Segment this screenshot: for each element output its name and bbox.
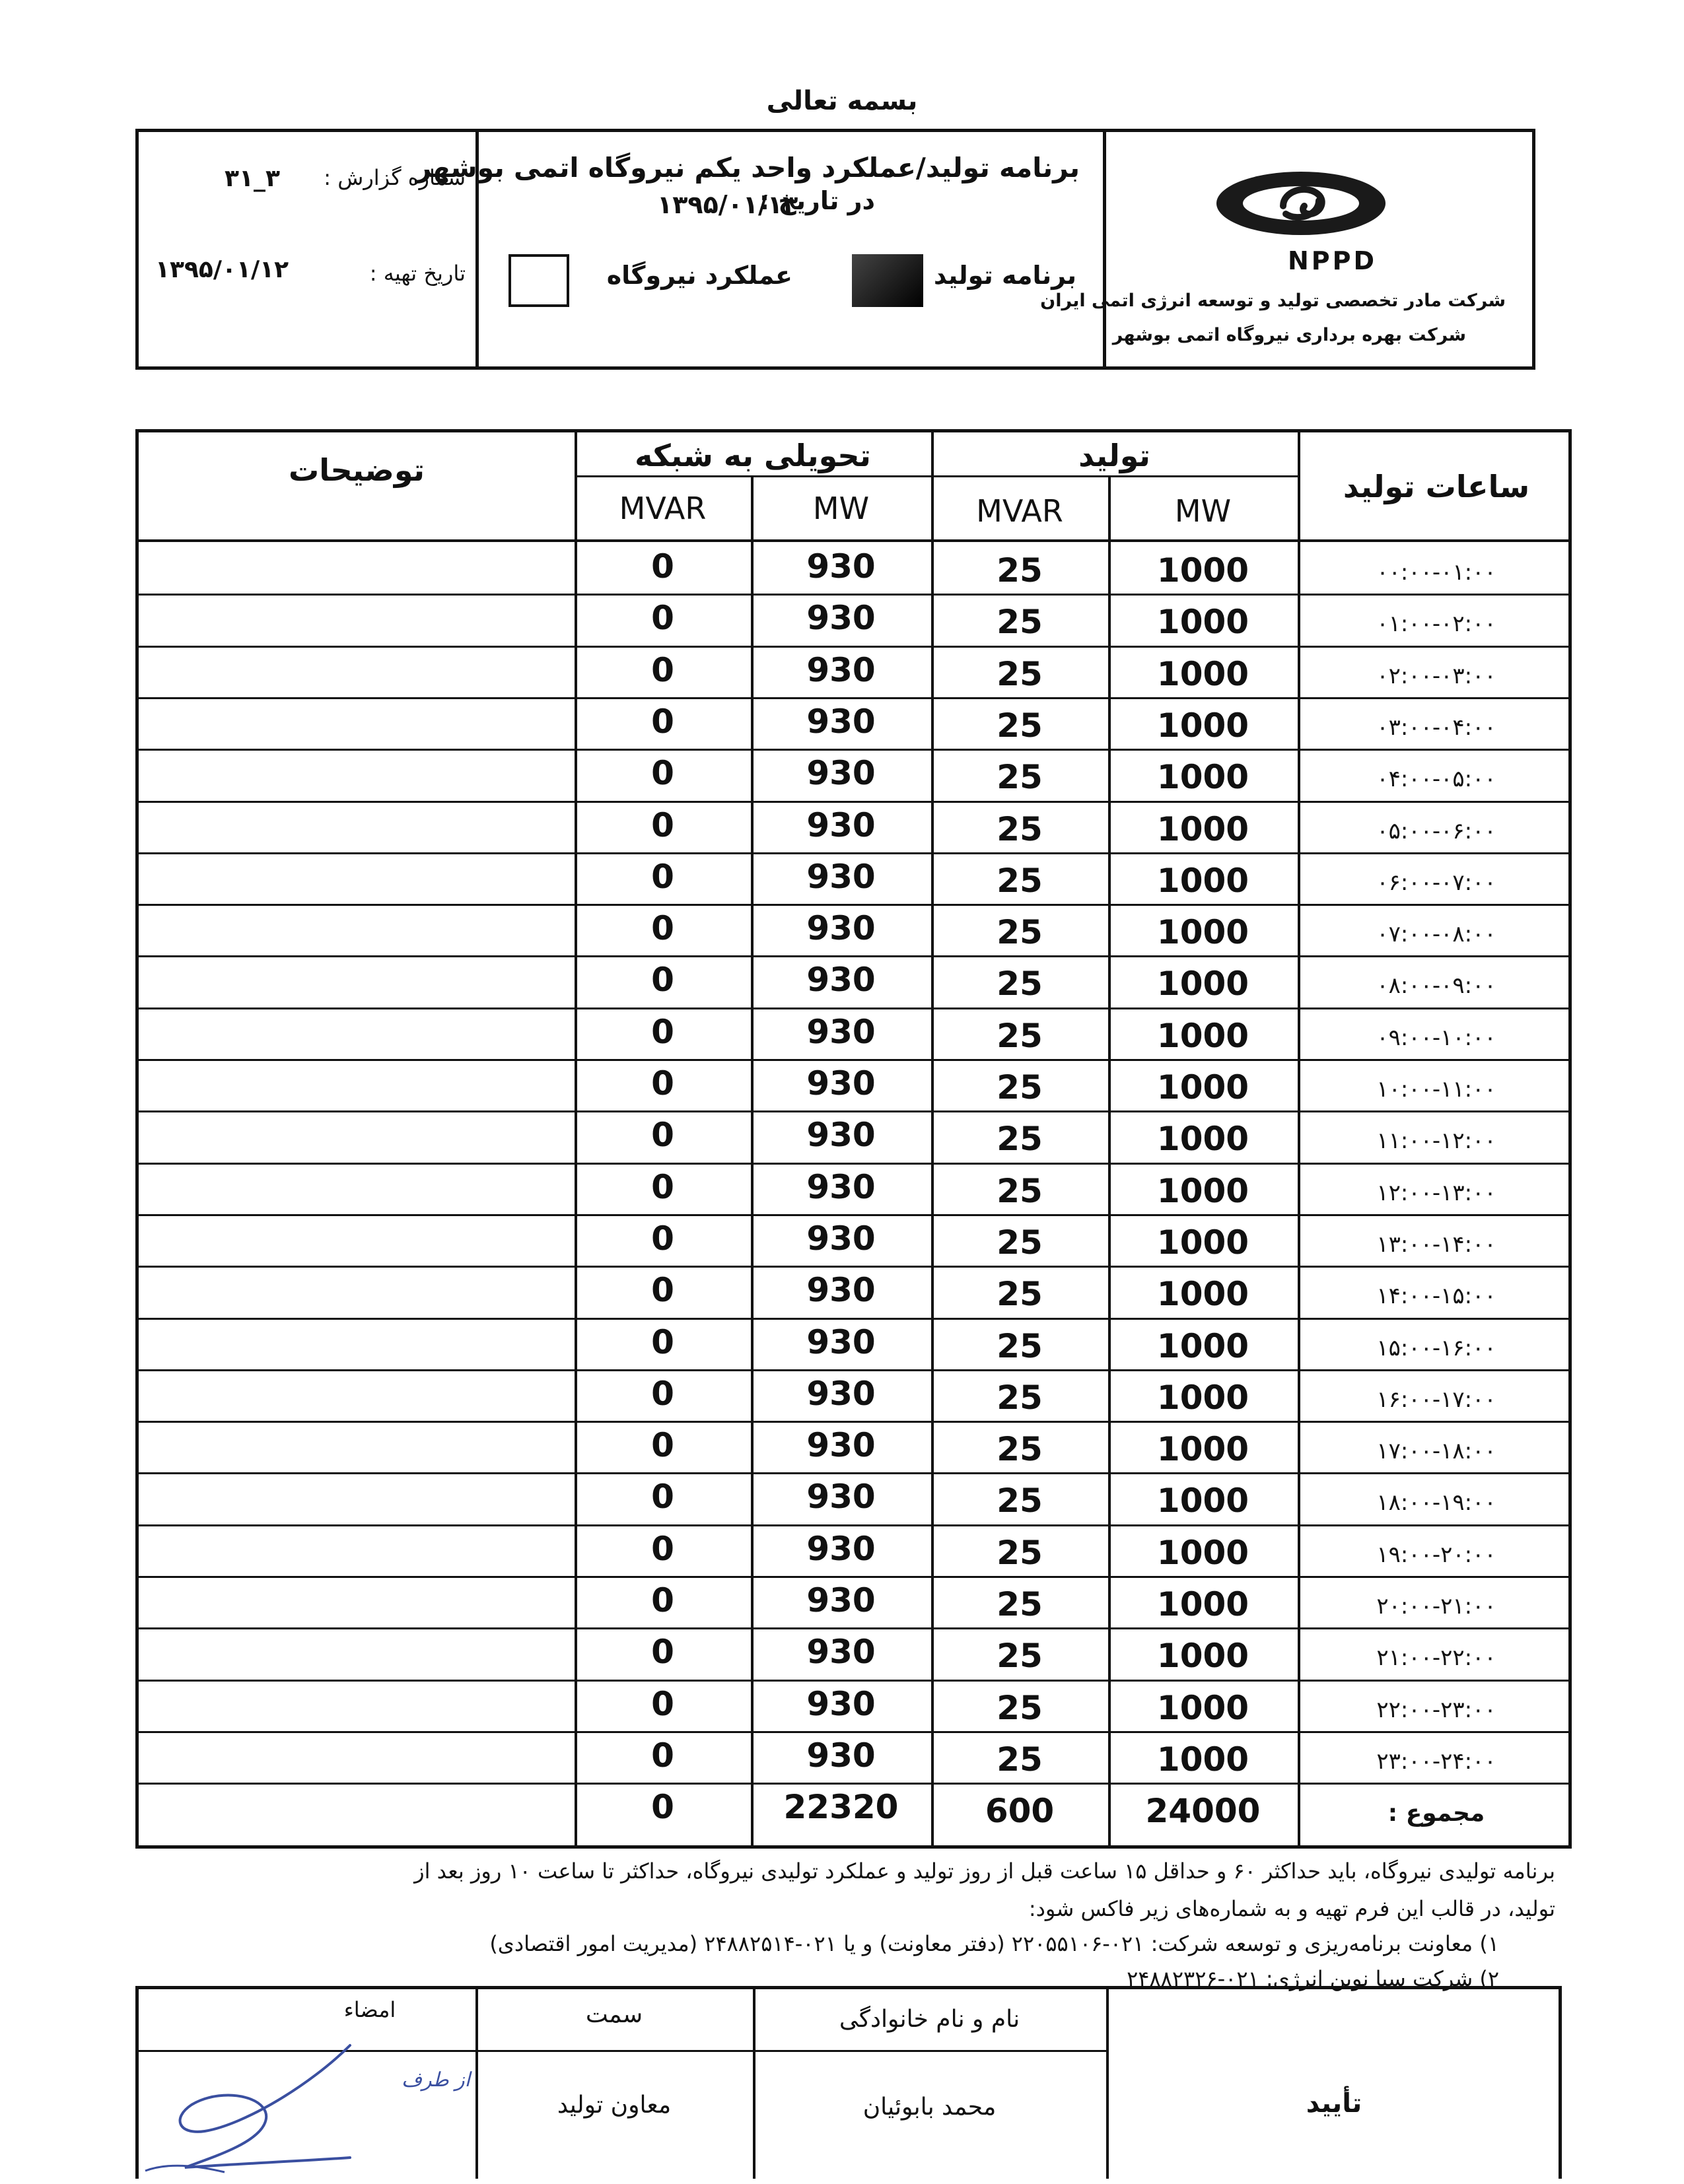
note-line-4: ۲) شرکت سبا نوین انرژی: ۰۲۱-۲۴۸۸۲۳۲۶: [1127, 1966, 1499, 1991]
cell-grid-mw: 930: [806, 1012, 876, 1051]
cell-prod-mvar: 25: [997, 1430, 1043, 1469]
row-divider: [139, 1524, 1568, 1526]
cell-grid-mw: 930: [806, 805, 876, 844]
cell-grid-mvar: 0: [651, 754, 674, 793]
row-divider: [139, 749, 1568, 751]
row-divider: [139, 1318, 1568, 1320]
cell-time: ۰۳:۰۰-۰۴:۰۰: [1376, 714, 1496, 741]
cell-prod-mw: 1000: [1156, 1533, 1249, 1572]
subhead-prod-mw: MW: [1174, 493, 1232, 529]
total-prod-mvar: 600: [985, 1792, 1055, 1831]
cell-grid-mvar: 0: [651, 1116, 674, 1155]
cell-prod-mvar: 25: [997, 1068, 1043, 1107]
cell-prod-mw: 1000: [1156, 809, 1249, 848]
date-label: در تاریخ :: [759, 186, 875, 215]
cell-time: ۰۲:۰۰-۰۳:۰۰: [1376, 662, 1496, 689]
cell-grid-mvar: 0: [651, 1426, 674, 1465]
subhead-grid-mw: MW: [812, 491, 870, 526]
row-divider: [139, 1472, 1568, 1474]
col-head-production: تولید: [1078, 438, 1150, 473]
cell-prod-mw: 1000: [1156, 1482, 1249, 1520]
row-divider: [139, 594, 1568, 596]
row-divider: [139, 1576, 1568, 1578]
cell-grid-mvar: 0: [651, 547, 674, 586]
cell-time: ۱۱:۰۰-۱۲:۰۰: [1376, 1128, 1496, 1155]
cell-prod-mw: 1000: [1156, 758, 1249, 797]
cell-prod-mvar: 25: [997, 1378, 1043, 1417]
cell-grid-mw: 930: [806, 961, 876, 1000]
cell-grid-mvar: 0: [651, 650, 674, 689]
cell-time: ۲۲:۰۰-۲۳:۰۰: [1376, 1696, 1496, 1723]
logo-text: NPPD: [1288, 246, 1378, 275]
row-divider: [139, 1680, 1568, 1682]
cell-grid-mvar: 0: [651, 1167, 674, 1206]
cell-grid-mvar: 0: [651, 1478, 674, 1517]
legend-program-label: برنامه تولید: [933, 261, 1076, 290]
row-divider: [139, 1783, 1568, 1785]
cell-grid-mw: 930: [806, 1478, 876, 1517]
cell-prod-mw: 1000: [1156, 1275, 1249, 1314]
cell-time: ۰۹:۰۰-۱۰:۰۰: [1376, 1024, 1496, 1051]
cell-prod-mvar: 25: [997, 603, 1043, 642]
cell-prod-mvar: 25: [997, 809, 1043, 848]
cell-prod-mvar: 25: [997, 1016, 1043, 1055]
cell-prod-mw: 1000: [1156, 1223, 1249, 1262]
cell-time: ۰۶:۰۰-۰۷:۰۰: [1376, 869, 1496, 896]
cell-prod-mvar: 25: [997, 654, 1043, 693]
cell-prod-mw: 1000: [1156, 1068, 1249, 1107]
signature-table: [135, 1986, 1562, 2179]
report-header-box: [135, 129, 1535, 370]
cell-prod-mw: 1000: [1156, 603, 1249, 642]
row-divider: [139, 852, 1568, 854]
col-head-notes: توضیحات: [289, 452, 425, 488]
cell-time: ۰۴:۰۰-۰۵:۰۰: [1376, 766, 1496, 793]
note-line-2: تولید، در قالب این فرم تهیه و به شماره‌های زیر فاکس شود:: [1028, 1896, 1555, 1921]
subhead-prod-mvar: MVAR: [976, 493, 1063, 529]
cell-prod-mw: 1000: [1156, 965, 1249, 1004]
cell-grid-mvar: 0: [651, 1271, 674, 1310]
date-value: ۱۳۹۵/۰۱/۱۳: [657, 190, 798, 219]
cell-grid-mw: 930: [806, 650, 876, 689]
col-head-hours: ساعات تولید: [1343, 469, 1530, 504]
cell-time: ۱۷:۰۰-۱۸:۰۰: [1376, 1438, 1496, 1465]
cell-grid-mvar: 0: [651, 909, 674, 948]
cell-grid-mvar: 0: [651, 961, 674, 1000]
cell-grid-mvar: 0: [651, 702, 674, 741]
cell-time: ۱۳:۰۰-۱۴:۰۰: [1376, 1231, 1496, 1258]
cell-prod-mw: 1000: [1156, 1120, 1249, 1159]
cell-grid-mvar: 0: [651, 1012, 674, 1051]
cell-prod-mvar: 25: [997, 1275, 1043, 1314]
cell-grid-mvar: 0: [651, 1633, 674, 1672]
cell-prod-mw: 1000: [1156, 1585, 1249, 1623]
cell-prod-mw: 1000: [1156, 861, 1249, 900]
production-table: [135, 429, 1572, 1849]
cell-time: ۰۷:۰۰-۰۸:۰۰: [1376, 921, 1496, 948]
cell-prod-mw: 1000: [1156, 1430, 1249, 1469]
cell-prod-mvar: 25: [997, 1171, 1043, 1210]
cell-grid-mvar: 0: [651, 1736, 674, 1775]
cell-time: ۲۳:۰۰-۲۴:۰۰: [1376, 1748, 1496, 1775]
cell-grid-mw: 930: [806, 1167, 876, 1206]
cell-prod-mvar: 25: [997, 1120, 1043, 1159]
cell-prod-mw: 1000: [1156, 913, 1249, 952]
cell-grid-mvar: 0: [651, 805, 674, 844]
name-value: محمد بابوئیان: [862, 2094, 997, 2121]
total-prod-mw: 24000: [1145, 1792, 1261, 1831]
cell-prod-mw: 1000: [1156, 1016, 1249, 1055]
row-divider: [139, 1627, 1568, 1629]
legend-performance-label: عملکرد نیروگاه: [606, 261, 792, 290]
bismillah-heading: بسمه تعالی: [766, 86, 918, 116]
position-label: سمت: [585, 2001, 643, 2028]
cell-grid-mw: 930: [806, 857, 876, 896]
cell-grid-mw: 930: [806, 1064, 876, 1103]
row-divider: [139, 1421, 1568, 1423]
nppd-logo-icon: [1205, 165, 1423, 251]
cell-prod-mvar: 25: [997, 1326, 1043, 1365]
cell-grid-mvar: 0: [651, 1374, 674, 1413]
cell-prod-mw: 1000: [1156, 1171, 1249, 1210]
cell-grid-mw: 930: [806, 1736, 876, 1775]
cell-grid-mw: 930: [806, 599, 876, 638]
cell-prod-mvar: 25: [997, 1688, 1043, 1727]
header-divider: [1103, 132, 1106, 366]
sig-divider: [1106, 1989, 1109, 2179]
note-line-3: ۱) معاونت برنامه‌ریزی و توسعه شرکت: ۰۲۱-۲۲۰۵۵۱۰۶ (دفتر معاونت) و یا ۰۲۱-۲۴۸۸۲۵۱۴ (مدیریت امور اقتصادی): [489, 1931, 1499, 1956]
cell-grid-mvar: 0: [651, 857, 674, 896]
cell-grid-mw: 930: [806, 1633, 876, 1672]
row-divider: [139, 1163, 1568, 1165]
cell-grid-mw: 930: [806, 754, 876, 793]
cell-time: ۲۱:۰۰-۲۲:۰۰: [1376, 1645, 1496, 1672]
cell-prod-mvar: 25: [997, 913, 1043, 952]
cell-prod-mw: 1000: [1156, 1378, 1249, 1417]
cell-prod-mvar: 25: [997, 1740, 1043, 1779]
cell-prod-mvar: 25: [997, 758, 1043, 797]
handwritten-note: از طرف: [402, 2068, 470, 2092]
row-divider: [139, 1266, 1568, 1268]
cell-time: ۱۴:۰۰-۱۵:۰۰: [1376, 1283, 1496, 1310]
company-name-line2: شرکت بهره برداری نیروگاه اتمی بوشهر: [1112, 325, 1466, 345]
cell-time: ۲۰:۰۰-۲۱:۰۰: [1376, 1593, 1496, 1620]
cell-time: ۱۵:۰۰-۱۶:۰۰: [1376, 1334, 1496, 1361]
position-value: معاون تولید: [557, 2092, 672, 2119]
cell-prod-mw: 1000: [1156, 654, 1249, 693]
note-line-1: برنامه تولیدی نیروگاه، باید حداکثر ۶۰ و حداقل ۱۵ ساعت قبل از روز تولید و عملکرد تولیدی نیروگاه، حداکثر تا ساعت ۱۰ روز بعد از: [414, 1859, 1555, 1884]
cell-time: ۱۶:۰۰-۱۷:۰۰: [1376, 1386, 1496, 1413]
cell-grid-mvar: 0: [651, 1529, 674, 1568]
cell-grid-mw: 930: [806, 1581, 876, 1620]
cell-prod-mvar: 25: [997, 1637, 1043, 1676]
legend-performance-swatch: [509, 254, 569, 307]
cell-grid-mvar: 0: [651, 1064, 674, 1103]
cell-grid-mw: 930: [806, 702, 876, 741]
cell-grid-mw: 930: [806, 1322, 876, 1361]
report-number-label: شماره گزارش :: [324, 165, 466, 190]
cell-prod-mvar: 25: [997, 965, 1043, 1004]
row-divider: [139, 1007, 1568, 1009]
total-grid-mvar: 0: [651, 1788, 674, 1827]
cell-prod-mvar: 25: [997, 551, 1043, 590]
total-grid-mw: 22320: [783, 1788, 899, 1827]
legend-program-swatch: [852, 254, 923, 307]
cell-time: ۰۰:۰۰-۰۱:۰۰: [1376, 559, 1496, 586]
cell-grid-mvar: 0: [651, 599, 674, 638]
cell-grid-mvar: 0: [651, 1322, 674, 1361]
header-bottom-line: [139, 539, 1568, 542]
prep-date-label: تاریخ تهیه :: [369, 261, 466, 286]
row-divider: [139, 801, 1568, 803]
cell-grid-mw: 930: [806, 1374, 876, 1413]
cell-grid-mw: 930: [806, 909, 876, 948]
row-divider: [139, 904, 1568, 906]
cell-grid-mw: 930: [806, 1271, 876, 1310]
cell-grid-mw: 930: [806, 1529, 876, 1568]
cell-prod-mw: 1000: [1156, 1326, 1249, 1365]
row-divider: [139, 1369, 1568, 1371]
report-title: برنامه تولید/عملکرد واحد یکم نیروگاه اتمی بوشهر: [415, 152, 1080, 184]
sign-label: امضاء: [343, 1997, 396, 2022]
cell-prod-mw: 1000: [1156, 551, 1249, 590]
approve-label: تأیید: [1306, 2088, 1362, 2119]
total-time: مجموع :: [1387, 1800, 1485, 1827]
row-divider: [139, 1059, 1568, 1061]
cell-prod-mw: 1000: [1156, 706, 1249, 745]
company-name-line1: شرکت مادر تخصصی تولید و توسعه انرژی اتمی ایران: [1040, 290, 1506, 311]
subhead-grid-mvar: MVAR: [619, 491, 707, 526]
cell-time: ۰۸:۰۰-۰۹:۰۰: [1376, 973, 1496, 1000]
cell-prod-mvar: 25: [997, 861, 1043, 900]
cell-grid-mw: 930: [806, 1684, 876, 1723]
cell-prod-mvar: 25: [997, 1585, 1043, 1623]
row-divider: [139, 1214, 1568, 1216]
row-divider: [139, 646, 1568, 648]
cell-grid-mvar: 0: [651, 1219, 674, 1258]
cell-grid-mvar: 0: [651, 1581, 674, 1620]
col-head-delivery: تحویلی به شبکه: [635, 438, 871, 473]
cell-time: ۱۲:۰۰-۱۳:۰۰: [1376, 1179, 1496, 1206]
name-label: نام و نام خانوادگی: [839, 2006, 1020, 2033]
row-divider: [139, 697, 1568, 699]
cell-prod-mvar: 25: [997, 1482, 1043, 1520]
cell-prod-mvar: 25: [997, 706, 1043, 745]
cell-time: ۰۱:۰۰-۰۲:۰۰: [1376, 611, 1496, 638]
subhead-divider: [575, 475, 1298, 477]
signature-icon: [132, 2026, 423, 2184]
cell-grid-mw: 930: [806, 1426, 876, 1465]
row-divider: [139, 1731, 1568, 1733]
cell-grid-mw: 930: [806, 547, 876, 586]
cell-grid-mw: 930: [806, 1219, 876, 1258]
cell-prod-mw: 1000: [1156, 1637, 1249, 1676]
cell-time: ۰۵:۰۰-۰۶:۰۰: [1376, 817, 1496, 844]
cell-time: ۱۰:۰۰-۱۱:۰۰: [1376, 1076, 1496, 1103]
row-divider: [139, 955, 1568, 957]
report-number-value: ۳۱_۳: [225, 165, 280, 192]
cell-time: ۱۹:۰۰-۲۰:۰۰: [1376, 1541, 1496, 1568]
cell-prod-mvar: 25: [997, 1223, 1043, 1262]
prep-date-value: ۱۳۹۵/۰۱/۱۲: [155, 256, 289, 283]
cell-prod-mw: 1000: [1156, 1740, 1249, 1779]
cell-grid-mvar: 0: [651, 1684, 674, 1723]
cell-prod-mvar: 25: [997, 1533, 1043, 1572]
row-divider: [139, 1110, 1568, 1112]
cell-grid-mw: 930: [806, 1116, 876, 1155]
cell-prod-mw: 1000: [1156, 1688, 1249, 1727]
cell-time: ۱۸:۰۰-۱۹:۰۰: [1376, 1489, 1496, 1517]
